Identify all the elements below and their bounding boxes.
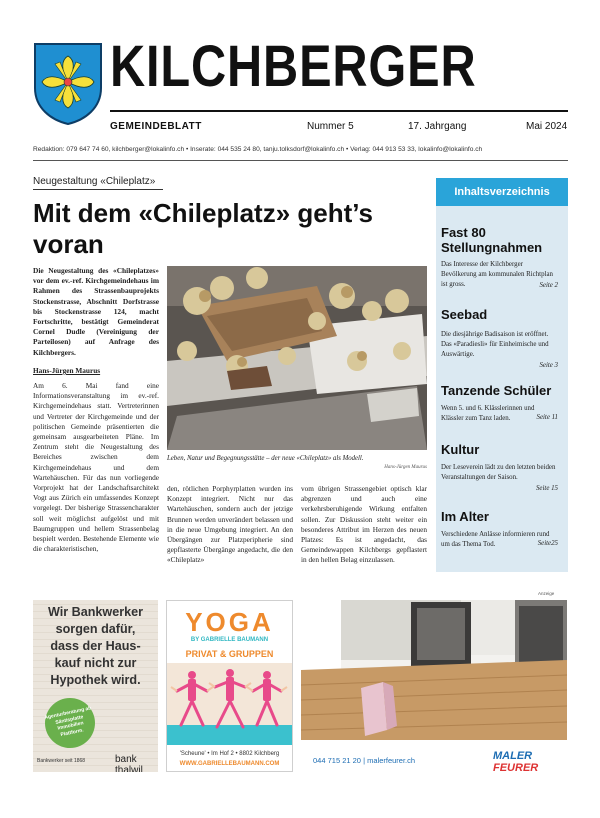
volume: 17. Jahrgang <box>408 121 467 132</box>
ads-label: Anzeige <box>538 591 555 596</box>
contact-line: Redaktion: 079 647 74 60, kilchberger@lokalinfo.ch • Inserate: 044 535 24 80, tanju.tolksdorf@lokalinfo.ch • Verlag: 044 913 53 33, lokalinfo@lokalinfo.ch <box>33 146 483 153</box>
maler-brand-b: FEURER <box>493 762 539 772</box>
toc-item-page[interactable]: Seite 2 <box>539 282 558 289</box>
toc-item-page[interactable]: Seite 11 <box>536 414 558 421</box>
toc-item-page[interactable]: Seite 3 <box>539 362 558 369</box>
yoga-ad[interactable] <box>166 600 293 772</box>
yoga-website-link[interactable]: WWW.GABRIELLEBAUMANN.COM <box>179 761 280 767</box>
yoga-title: YOGA <box>185 607 274 637</box>
masthead-rule <box>110 110 568 112</box>
ad1-badge-text: Agenturberatung ab Säntisplatte Immobilien Plattform. <box>43 705 92 738</box>
interior-room-photo <box>301 600 567 740</box>
contact-rule <box>33 160 568 161</box>
ad1-line: sorgen dafür, <box>55 622 136 636</box>
toc-item-title[interactable]: Fast 80 Stellungnahmen <box>441 225 543 255</box>
toc-item-title[interactable]: Tanzende Schüler <box>441 383 552 398</box>
toc-item-title[interactable]: Im Alter <box>441 509 489 524</box>
maler-brand-a: MALER <box>493 750 533 762</box>
architecture-model-photo <box>167 266 427 450</box>
yoga-byline: BY GABRIELLE BAUMANN <box>190 637 269 643</box>
bank-thalwil-ad[interactable] <box>33 600 158 772</box>
toc-item-page[interactable]: Seite 15 <box>535 485 558 492</box>
yoga-address: 'Scheune' • Im Hof 2 • 8802 Kilchberg <box>179 751 280 757</box>
toc-item-text: Die diesjährige Badisaison ist eröffnet. Das «Paradiesli» für Einheimische und Auswärtige. <box>441 331 549 358</box>
article-lead: Die Neugestaltung des «Chileplatzes» vor dem ev.-ref. Kirchgemeindehaus im Rahmen des Strassenbauprojekts Stockenstrasse, Abschnitt Dorfstrasse bis Stockenstrasse 124, macht Fortschritte, bestätigt Gemeinderat Cornel Dudle (Vereinigung der Parteilosen) auf Anfrage des Kilchbergers. <box>33 266 159 357</box>
toc-item-text: Verschiedene Anlässe informieren rund um das Thema Tod. <box>441 531 550 548</box>
toc-item-text: Das Interesse der Kilchberger Bevölkerung am kommunalen Richtplan ist gross. <box>441 261 553 288</box>
masthead-title: KILCHBERGER <box>110 34 477 99</box>
issue-date: Mai 2024 <box>526 121 568 132</box>
article-column-3: vom übrigen Strassengebiet optisch klar abgrenzen und auch eine verkehrsberuhigende Wirkung entfalten sollen. Zur Diskussion steht weiter ein besonderes Attribut im Herzen des neuen Platzes: Es ist angedacht, das Gemeindewappen Kilchbergs gepflastert in den hellen Belag einzulassen. <box>301 484 427 565</box>
maler-website-link[interactable]: malerfeurer.ch <box>367 756 416 765</box>
article-headline: Mit dem «Chileplatz» geht’s voran <box>33 198 373 259</box>
photo-credit: Hans-Jürgen Maurus <box>384 465 427 470</box>
toc-item-title[interactable]: Seebad <box>441 307 488 322</box>
article-column-2: den, rötlichen Porphyrplatten wurden ins Konzept integriert. Nicht nur das Wartehäuschen, sondern auch der jetzige Brunnen werden unverändert belassen und in die neue Umgebung integriert. An den Übergängen zur Platzperipherie sind gepflasterte Übergänge angedacht, die den «Chileplatz» <box>167 484 293 565</box>
toc-item-page[interactable]: Seite25 <box>537 540 558 547</box>
ad1-line: Wir Bankwerker <box>47 605 144 619</box>
article-kicker: Neugestaltung «Chileplatz» <box>33 176 156 187</box>
toc-item-text: Wenn 5. und 6. Klässlerinnen und Klässler zum Tanz laden. <box>441 405 535 422</box>
toc-item-text: Der Leseverein lädt zu den letzten beiden Veranstaltungen der Saison. <box>441 464 556 481</box>
issue-number: Nummer 5 <box>307 121 354 132</box>
ad1-line: Hypothek wird. <box>50 673 141 687</box>
maler-feurer-logo <box>493 750 567 772</box>
maler-contact <box>313 756 415 765</box>
toc-heading: Inhaltsverzeichnis <box>436 178 568 206</box>
maler-phone[interactable]: 044 715 21 20 <box>313 756 361 765</box>
kicker-underline <box>33 189 163 190</box>
yoga-banner: PRIVAT & GRUPPEN <box>185 649 274 659</box>
article-column-1: Am 6. Mai fand eine Informationsveranstaltung im ev.-ref. Kirchgemeindehaus statt. Vertreterinnen und Vertreter der Kirchgemeinde und der politischen Gemeinde präsentierten die gemeinsam ausgearbeiteten Pläne. Im Zentrum steht die Neugestaltung des Bereiches zwischen dem Kirchgemeindehaus und dem Wartehäuschen. Für das nun vorliegende Vorprojekt hat der Landschaftsarchitekt Vogt aus Zürich ein umfassendes Konzept vorgelegt. Der bisherige Strassencharakter soll weit möglichst aufgelöst und mit Baumgruppen und hellem Strassenbelag bespielt werden. Bestehende Elemente wie die charakteristischen, <box>33 381 159 554</box>
bank-thalwil-logo: bank thalwil <box>115 754 143 772</box>
contact-separator: | <box>363 756 366 765</box>
ad1-footer: Bankwerker seit 1868 <box>37 758 86 764</box>
toc-item-title[interactable]: Kultur <box>441 442 480 457</box>
photo-caption: Leben, Natur und Begegnungsstätte – der neue «Chileplatz» als Modell. <box>167 455 364 462</box>
article-author: Hans-Jürgen Maurus <box>33 366 101 375</box>
maler-feurer-ad[interactable] <box>301 600 567 772</box>
kilchberg-coat-of-arms <box>33 42 103 126</box>
masthead-subtitle: GEMEINDEBLATT <box>110 121 202 132</box>
yoga-figures-image <box>167 663 292 745</box>
ad1-line: kauf nicht zur <box>54 656 137 670</box>
ad1-line: dass der Haus- <box>50 639 141 653</box>
